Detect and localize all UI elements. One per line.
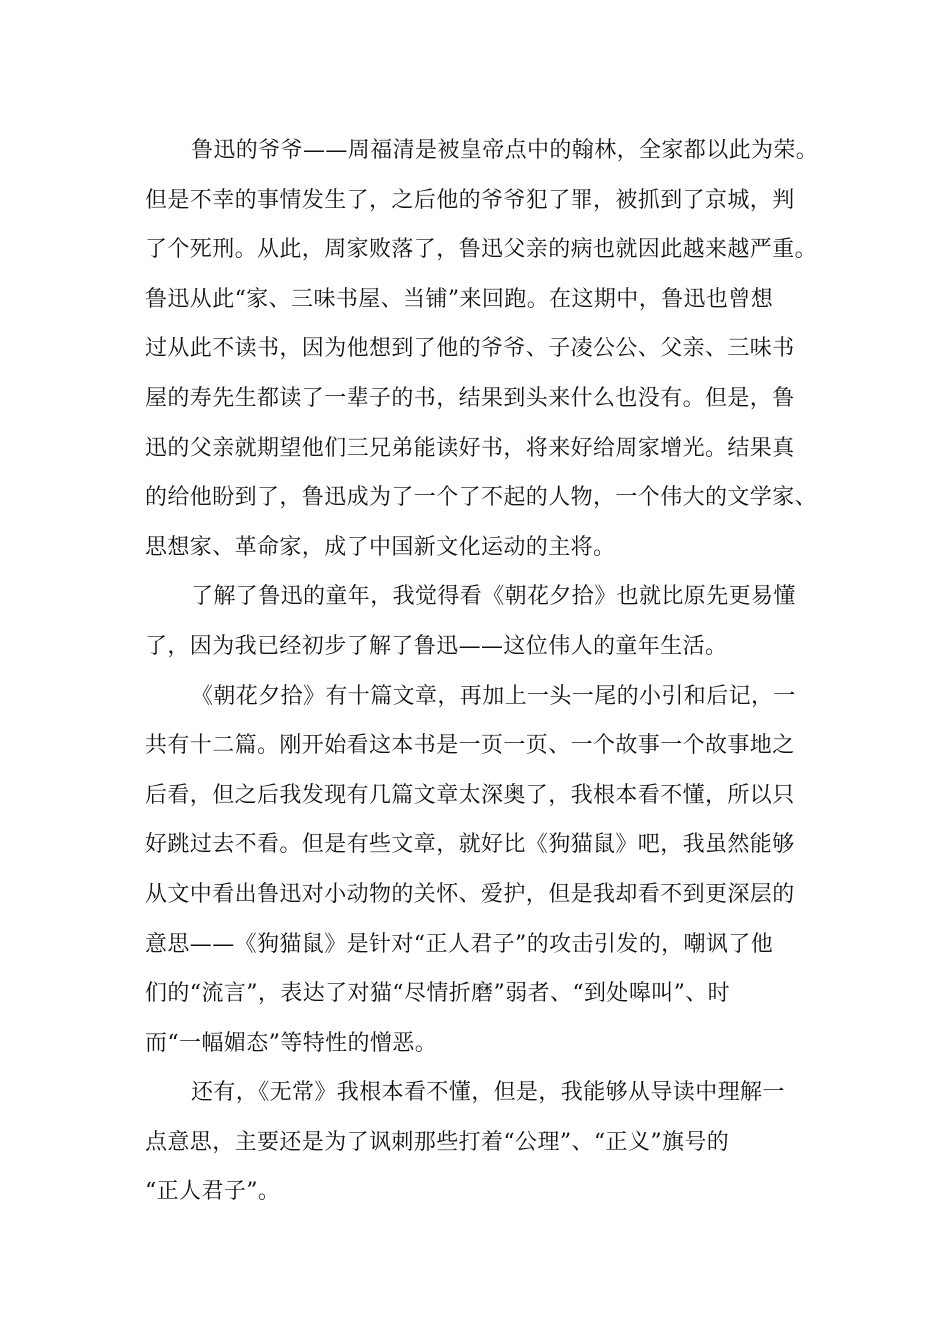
text-line: 鲁迅从此“家、三味书屋、当铺”来回跑。在这期中，鲁迅也曾想 bbox=[145, 286, 774, 312]
text-line: 鲁迅的爷爷——周福清是被皇帝点中的翰林，全家都以此为荣。 bbox=[191, 138, 819, 163]
text-line: 过从此不读书，因为他想到了他的爷爷、子凌公公、父亲、三味书 bbox=[145, 336, 795, 362]
paragraph-childhood bbox=[145, 572, 825, 671]
paragraph-wuchang bbox=[145, 1068, 825, 1217]
text-line: 了个死刑。从此，周家败落了，鲁迅父亲的病也就因此越来越严重。 bbox=[145, 237, 818, 263]
text-line: 共有十二篇。刚开始看这本书是一页一页、一个故事一个故事地之 bbox=[145, 733, 795, 759]
text-line: 的给他盼到了，鲁迅成为了一个了不起的人物，一个伟大的文学家、 bbox=[145, 485, 818, 511]
text-line: 点意思，主要还是为了讽刺那些打着“公理”、“正义”旗号的 bbox=[145, 1129, 730, 1155]
text-line: 而“一幅媚态”等特性的憎恶。 bbox=[145, 1030, 438, 1056]
text-line: 后看，但之后我发现有几篇文章太深奥了，我根本看不懂，所以只 bbox=[145, 782, 795, 808]
text-line: 《朝花夕拾》有十篇文章，再加上一头一尾的小引和后记，一 bbox=[191, 683, 796, 709]
text-line: 了解了鲁迅的童年，我觉得看《朝花夕拾》也就比原先更易懂 bbox=[191, 584, 796, 610]
text-line: “正人君子”。 bbox=[145, 1179, 281, 1205]
text-line: 好跳过去不看。但是有些文章，就好比《狗猫鼠》吧，我虽然能够 bbox=[145, 832, 795, 858]
paragraph-book-structure bbox=[145, 672, 825, 1069]
text-line: 了，因为我已经初步了解了鲁迅——这位伟人的童年生活。 bbox=[145, 633, 728, 659]
text-line: 意思——《狗猫鼠》是针对“正人君子”的攻击引发的，嘲讽了他 bbox=[145, 931, 774, 957]
text-line: 屋的寿先生都读了一辈子的书，结果到头来什么也没有。但是，鲁 bbox=[145, 385, 795, 411]
text-line: 迅的父亲就期望他们三兄弟能读好书，将来好给周家增光。结果真 bbox=[145, 435, 795, 461]
text-line: 们的“流言”，表达了对猫“尽情折磨”弱者、“到处嗥叫”、时 bbox=[145, 981, 731, 1007]
text-line: 还有，《无常》我根本看不懂，但是，我能够从导读中理解一 bbox=[191, 1080, 785, 1106]
document-body bbox=[145, 126, 825, 1217]
text-line: 但是不幸的事情发生了，之后他的爷爷犯了罪，被抓到了京城，判 bbox=[145, 187, 795, 213]
text-line: 从文中看出鲁迅对小动物的关怀、爱护，但是我却看不到更深层的 bbox=[145, 881, 795, 907]
text-line: 思想家、革命家，成了中国新文化运动的主将。 bbox=[145, 534, 616, 560]
paragraph-grandfather bbox=[145, 126, 825, 572]
